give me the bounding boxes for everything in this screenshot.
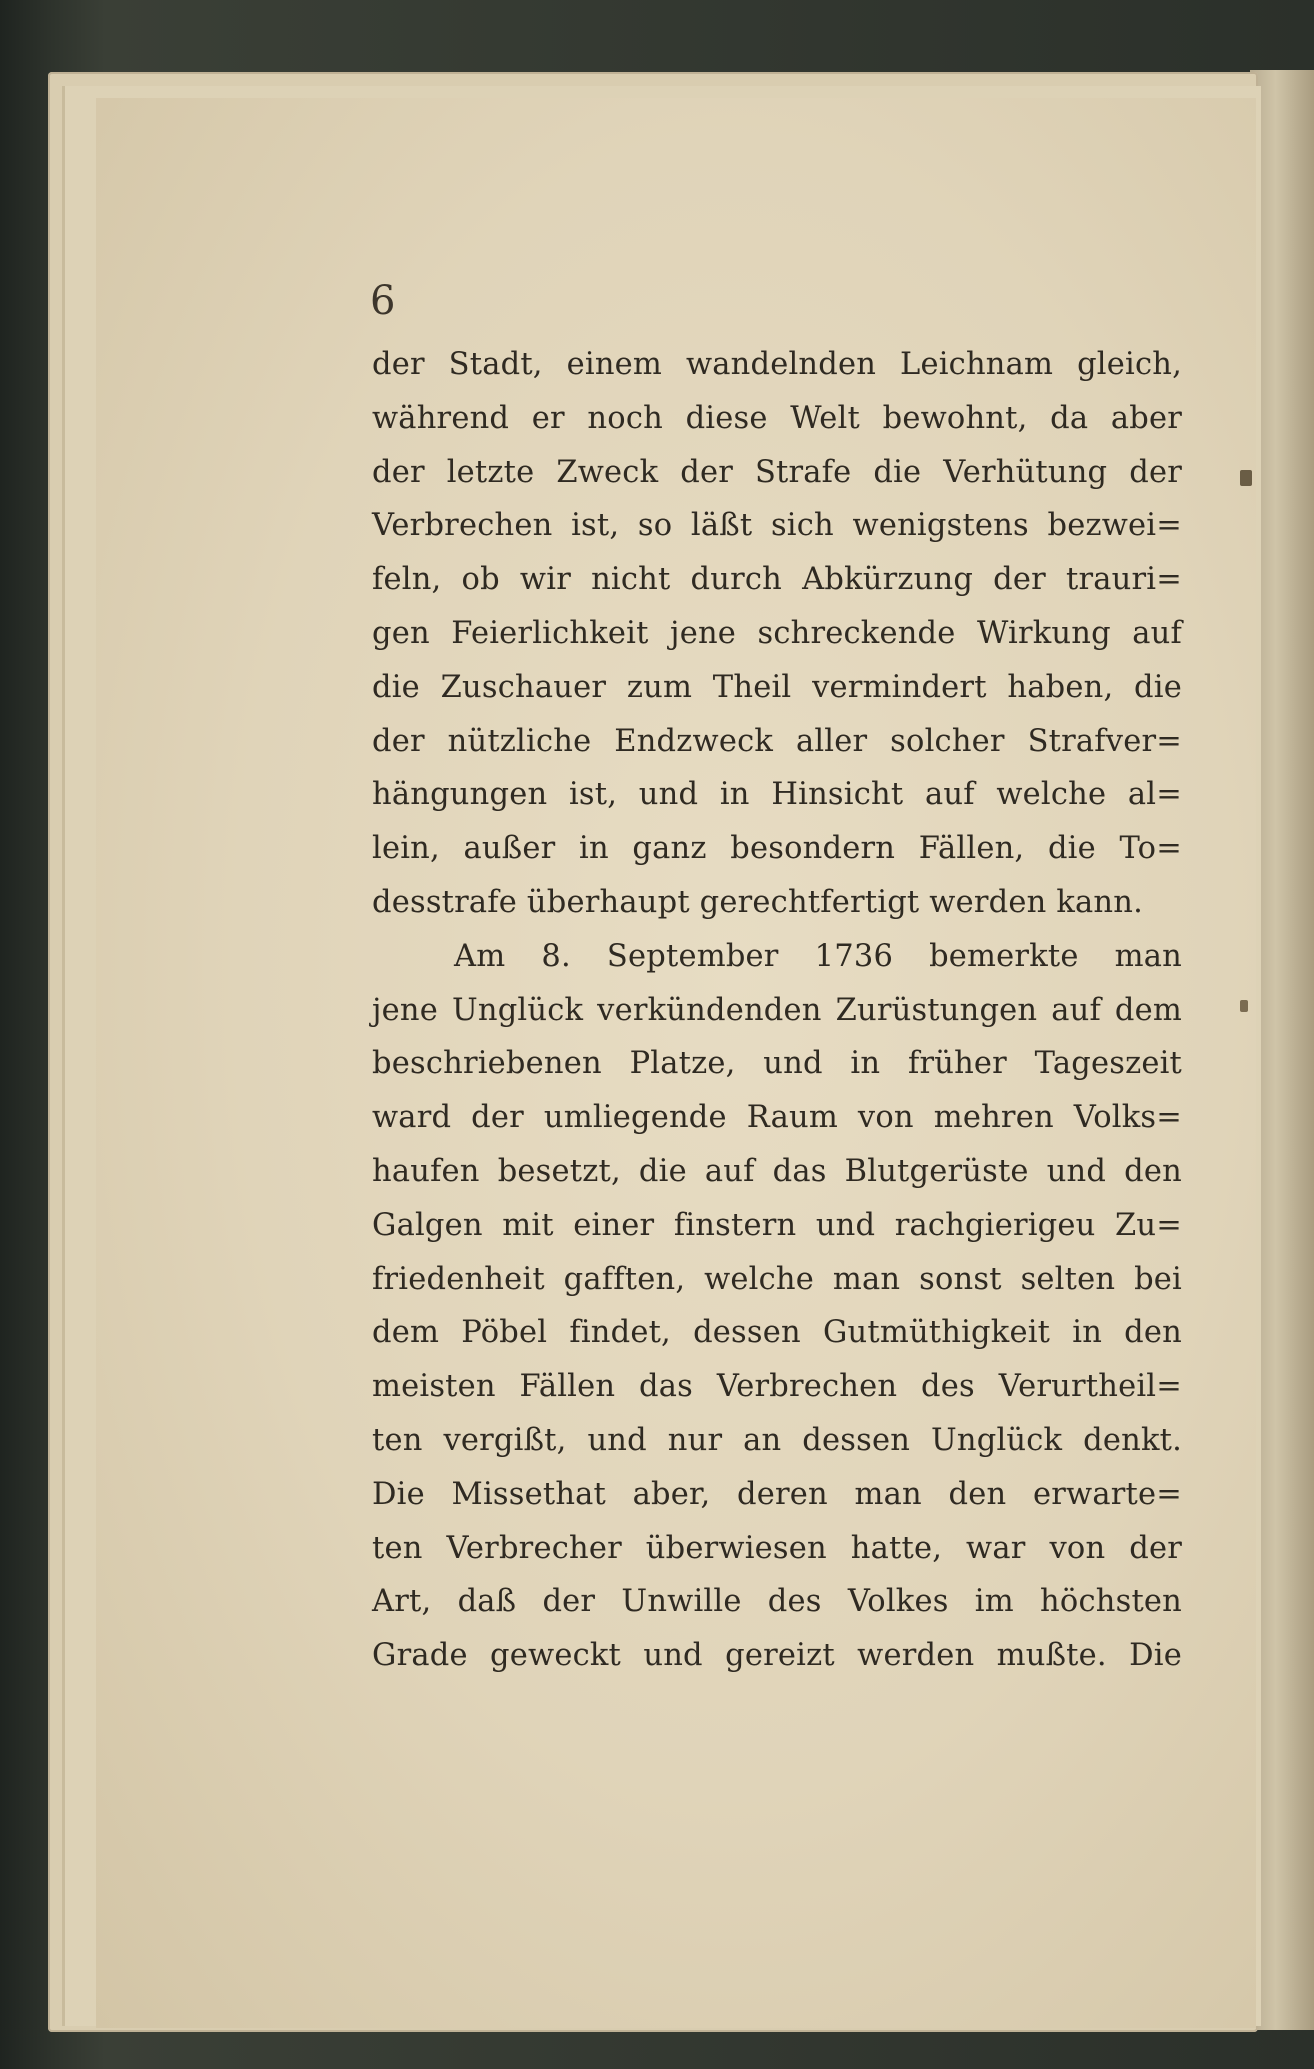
page-tab-marker <box>1240 470 1252 486</box>
page-text <box>372 338 1182 1683</box>
text-line: Grade geweckt und gereizt werden mußte. Die <box>372 1638 1182 1674</box>
page-number: 6 <box>370 278 396 324</box>
text-line: dem Pöbel findet, dessen Gutmüthigkeit in den <box>372 1315 1182 1351</box>
text-line: der Stadt, einem wandelnden Leichnam gleich, <box>372 347 1182 382</box>
text-line: der letzte Zweck der Strafe die Verhütung der <box>372 454 1182 490</box>
text-line: jene Unglück verkündenden Zurüstungen auf dem <box>372 992 1182 1028</box>
text-line: Verbrechen ist, so läßt sich wenigstens bezwei= <box>372 508 1182 544</box>
text-line: haufen besetzt, die auf das Blutgerüste und den <box>372 1153 1182 1189</box>
text-line: gen Feierlichkeit jene schreckende Wirkung auf <box>372 615 1182 651</box>
text-line: ten Verbrecher überwiesen hatte, war von der <box>372 1530 1182 1566</box>
text-line: Am 8. September 1736 bemerkte man <box>454 938 1182 974</box>
text-line: beschriebenen Platze, und in früher Tageszeit <box>372 1046 1182 1082</box>
text-line: ten vergißt, und nur an dessen Unglück denkt. <box>372 1422 1182 1458</box>
text-line: der nützliche Endzweck aller solcher Strafver= <box>372 723 1182 759</box>
text-line: ward der umliegende Raum von mehren Volks= <box>372 1100 1182 1136</box>
text-line: friedenheit gafften, welche man sonst selten bei <box>372 1261 1182 1297</box>
text-line: desstrafe überhaupt gerechtfertigt werden kann. <box>372 884 1143 920</box>
text-line: während er noch diese Welt bewohnt, da aber <box>372 400 1182 436</box>
text-line: hängungen ist, und in Hinsicht auf welche al= <box>372 777 1182 813</box>
text-line: feln, ob wir nicht durch Abkürzung der trauri= <box>372 562 1182 598</box>
text-line: die Zuschauer zum Theil vermindert haben, die <box>372 669 1182 705</box>
page-tab-marker <box>1240 1000 1248 1012</box>
text-line: meisten Fällen das Verbrechen des Verurtheil= <box>372 1369 1182 1405</box>
text-line: Die Missethat aber, deren man den erwarte= <box>372 1476 1182 1512</box>
text-line: Galgen mit einer finstern und rachgierigeu Zu= <box>372 1207 1182 1243</box>
text-line: Art, daß der Unwille des Volkes im höchsten <box>372 1584 1182 1620</box>
text-line: lein, außer in ganz besondern Fällen, die To= <box>372 831 1182 867</box>
